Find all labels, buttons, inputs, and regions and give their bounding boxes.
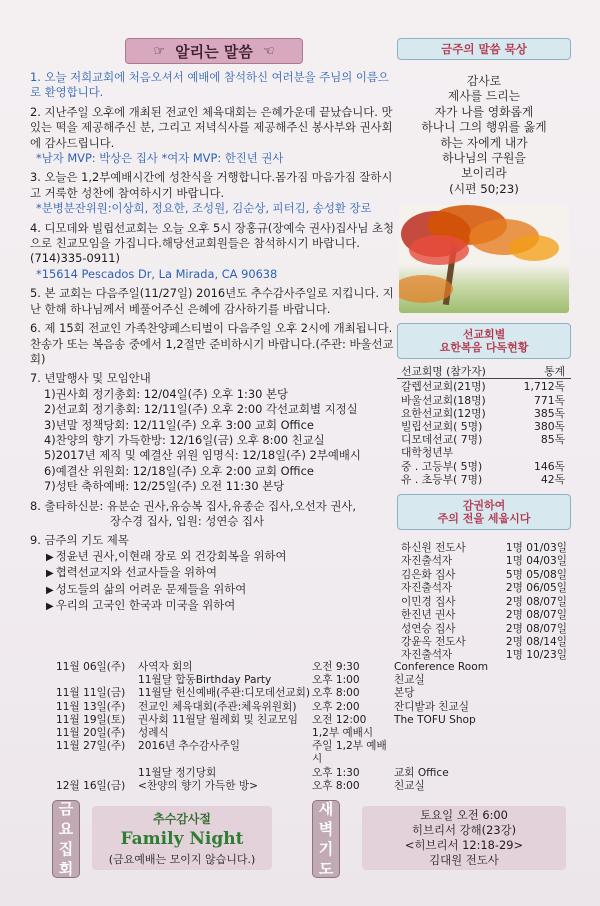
- communion-servers: *분병분잔위원:이상희, 정요한, 조성원, 김순상, 피터김, 송성환 장로: [36, 201, 372, 216]
- table-row: 갈렙선교회(21명) 1,712독: [401, 380, 565, 394]
- verse-line: 감사로: [466, 74, 502, 88]
- table-row: 11월 19일(토) 권사회 11월달 월례회 및 친교모임 오전 12:00 The TOFU Shop: [56, 713, 476, 726]
- friday-line-3: (금요예배는 모이지 않습니다.): [108, 853, 256, 866]
- table-row: 성연승 집사 2명 08/07일: [401, 622, 567, 635]
- event-item: 6)예결산 위원회: 12/18일(주) 오후 2:00 교회 Office: [44, 463, 314, 478]
- announcement-8: 8. 출타하신분: 유분순 권사,유승복 집사,유종순 집사,오선자 권사,: [30, 498, 356, 513]
- address-note: *15614 Pescados Dr, La Mirada, CA 90638: [36, 266, 278, 281]
- announcement-9: 9. 금주의 기도 제목: [30, 533, 129, 548]
- verse-line: 하나니 그의 행위를 옳게: [421, 120, 547, 135]
- table-row: 11월 27일(주) 2016년 추수감사주일 주일 1,2부 예배시: [56, 740, 387, 766]
- event-item: 3)년말 정책당회: 12/11일(주) 오후 3:00 교회 Office: [44, 417, 314, 432]
- table-row: 바울선교회(18명) 771독: [401, 393, 565, 407]
- event-item: 5)2017년 제직 및 예결산 위원 임명식: 12/18일(주) 2부예배시: [44, 448, 361, 463]
- prayer-item: ▶ 성도들의 삶의 어려운 문제들을 위하여: [46, 581, 247, 596]
- table-row: 빌립선교회( 5명) 380독: [401, 420, 565, 434]
- dawn-line: 히브리서 강해(23강): [411, 823, 517, 837]
- verse-line: 하는 자에게 내가: [440, 135, 528, 150]
- table-row: 이민경 집사 2명 08/07일: [401, 595, 567, 608]
- verse-line: 제사를 드리는: [447, 89, 521, 104]
- announcements-list: [30, 70, 398, 614]
- table-row: 자진출석자 2명 06/05일: [401, 582, 567, 595]
- dawn-line: 토요일 오전 6:00: [420, 808, 508, 822]
- table-row: 자진출석자 1명 04/03일: [401, 555, 567, 568]
- triangle-bullet-icon: ▶: [46, 568, 54, 580]
- announcement-4: 4. 디모데와 빌립선교회는 오늘 오후 5시 장홍규(장예숙 권사)집사님 초청으로 친교모임을 가집니다.해당선교회원들은 참석하시기 바랍니다.(714)335-0911): [30, 220, 395, 266]
- evangelism-table: [397, 542, 571, 663]
- announcements-header: [125, 38, 303, 64]
- dawn-line: 김대원 전도사: [429, 853, 499, 867]
- reading-stats-table: [397, 365, 571, 486]
- prayer-item: ▶ 협력선교지와 선교사들을 위하여: [46, 565, 217, 580]
- mvp-note: *남자 MVP: 박상은 집사 *여자 MVP: 한진년 권사: [36, 151, 284, 166]
- table-row: 11월 06일(주) 사역자 회의 오전 9:30 Conference Room: [56, 661, 489, 673]
- announcement-3: 3. 오늘은 1,2부예배시간에 성찬식을 거행합니다.몸가짐 마음가짐 잘하시고 거룩한 성찬에 참여하시기 바랍니다.: [30, 170, 393, 200]
- table-row: 디모데선교( 7명) 85독: [401, 433, 565, 447]
- pointing-hand-icon: ☜: [262, 43, 275, 59]
- friday-line-1: 추수감사절: [153, 812, 211, 826]
- dawn-prayer-tag: 새 벽 기 도: [312, 800, 340, 878]
- announcement-7: 7. 년말행사 및 모임안내: [30, 371, 151, 386]
- dawn-prayer-box: [362, 806, 566, 870]
- triangle-bullet-icon: ▶: [46, 584, 54, 596]
- right-column: [397, 38, 571, 663]
- table-row: 11월 20일(주) 성례식 1,2부 예배시: [56, 727, 374, 740]
- announcement-2: 2. 지난주일 오후에 개최된 전교인 체육대회는 은혜가운데 끝났습니다. 맛있는 떡을 제공해주신 분, 그리고 저녁식사를 제공해주신 봉사부와 권사회에 감사드립니다.: [30, 104, 393, 150]
- table-row: 요한선교회(12명) 385독: [401, 406, 565, 420]
- prayer-item: ▶ 정윤년 권사,이현래 장로 외 건강회복을 위하여: [46, 548, 287, 563]
- dawn-line: <히브리서 12:18-29>: [404, 838, 524, 852]
- verse-line: 하나님의 구원을: [442, 151, 526, 166]
- verse-text: [397, 74, 571, 197]
- table-row: 강윤옥 전도사 2명 08/14일: [401, 635, 567, 648]
- autumn-tree-image: [399, 205, 569, 313]
- event-item: 7)성탄 축하예배: 12/25일(주) 오전 11:30 본당: [44, 479, 285, 494]
- event-list: [30, 387, 398, 495]
- family-night-title: Family Night: [120, 829, 244, 849]
- announcement-1: 1. 오늘 저희교회에 처음오셔서 예배에 참석하신 여러분을 주님의 이름으로 환영합니다.: [30, 70, 389, 100]
- table-row: 12월 16일(금) <찬양의 향기 가득한 방> 오후 8:00 친교실: [56, 779, 425, 792]
- announcement-6: 6. 제 15회 전교인 가족찬양페스티벌이 다음주일 오후 2시에 개최됩니다. 찬송가 또는 복음송 중에서 1,2절만 준비하시기 바랍니다.(주관: 바울선교회): [30, 321, 394, 366]
- evangelism-title: 감권하여 주의 전을 세웁시다: [397, 494, 571, 530]
- table-row: 중 . 고등부( 5명) 146독: [401, 459, 565, 473]
- triangle-bullet-icon: ▶: [46, 551, 54, 563]
- table-header: 선교회명 (참가자) 통계: [397, 365, 571, 379]
- table-row: 김은화 집사 5명 05/08일: [401, 568, 567, 581]
- announcements-title: 알리는 말씀: [175, 42, 253, 61]
- announcement-5: 5. 본 교회는 다음주일(11/27일) 2016년도 추수감사주일로 지킵니다. 지난 한해 하나님께서 베풀어주신 은혜에 감사하기를 바랍니다.: [30, 286, 394, 316]
- event-item: 2)선교회 정기총회: 12/11일(주) 오후 2:00 각선교회별 지정실: [44, 402, 358, 417]
- pointing-hand-icon: ☞: [153, 43, 166, 59]
- table-row: 자진출석자 1명 10/23일: [401, 649, 567, 662]
- table-row: 11월달 정기당회 오후 1:30 교회 Office: [138, 766, 449, 779]
- verse-line: 자가 나를 영화롭게: [434, 104, 534, 119]
- schedule-table: [56, 661, 576, 793]
- table-row: 유 . 초등부( 7명) 42독: [401, 472, 565, 486]
- verse-title: 금주의 말씀 묵상: [397, 38, 571, 60]
- announcement-8-cont: 장수경 집사, 입원: 성연승 집사: [110, 513, 264, 528]
- verse-line: 보이리라: [461, 166, 507, 181]
- table-row: 한진년 권사 2명 08/07일: [401, 609, 567, 622]
- event-item: 1)권사회 정기총회: 12/04일(주) 오후 1:30 본당: [44, 386, 288, 401]
- table-row: 11월 13일(주) 전교인 체육대회(주관:체육위원회) 오후 2:00 잔디밭과 친교실: [56, 700, 470, 713]
- table-row: 대학청년부: [401, 446, 454, 460]
- event-item: 4)찬양의 향기 가득한방: 12/16일(금) 오후 8:00 친교실: [44, 432, 325, 447]
- table-row: 11월달 합동Birthday Party 오후 1:00 친교실: [138, 674, 425, 687]
- verse-line: (시편 50;23): [449, 181, 519, 196]
- friday-meeting-box: [92, 806, 272, 870]
- table-row: 11월 11일(금) 11월달 헌신예배(주관:디모데선교회) 오후 8:00 본당: [56, 687, 415, 700]
- reading-status-title: 선교회별 요한복음 다독현황: [397, 323, 571, 359]
- prayer-list: [30, 549, 398, 615]
- triangle-bullet-icon: ▶: [46, 601, 54, 612]
- friday-meeting-tag: 금 요 집 회: [52, 800, 80, 878]
- prayer-item: ▶ 우리의 고국인 한국과 미국을 위하여: [46, 598, 236, 612]
- table-row: 하신원 전도사 1명 01/03일: [401, 542, 567, 555]
